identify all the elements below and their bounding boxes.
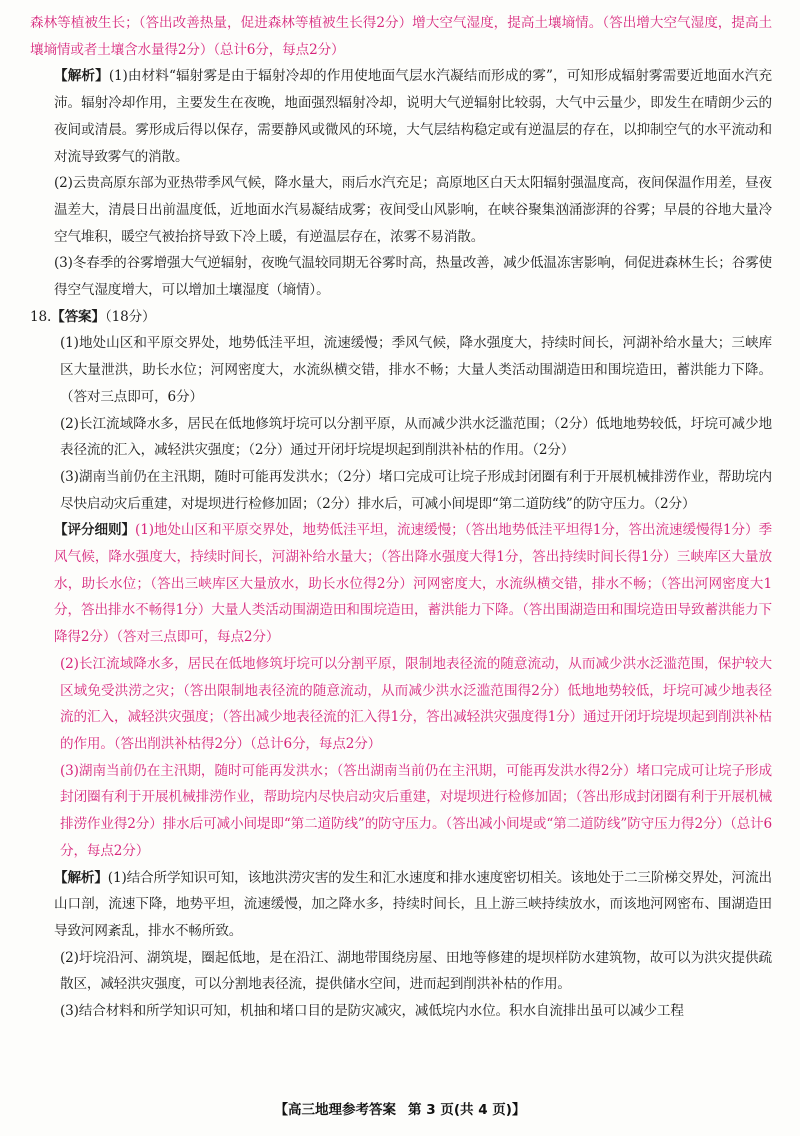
q18-answer-2: (2)长江流域降水多，居民在低地修筑圩垸可以分割平原，从而减少洪水泛滥范围；（2分）低地地势较低，圩垸可减少地表径流的汇入，减轻洪灾强度；（2分）通过开闭圩垸堤坝起到削洪补枯的作用。（2分） [60,415,772,459]
q17-scoring-continuation: 森林等植被生长；（答出改善热量，促进森林等植被生长得2分）增大空气湿度，提高土壤墒情。（答出增大空气湿度，提高土壤墒情或者土壤含水量得2分）（总计6分，每点2分） [30,15,772,58]
analysis-tag: 【解析】 [54,869,108,886]
footer-title: 【高三地理参考答案 [274,1102,397,1118]
page-footer [0,1098,800,1118]
q18-scoring-3: (3)湖南当前仍在主汛期，随时可能再发洪水；（答出湖南当前仍在主汛期，可能再发洪水得2分）堵口完成可让垸子形成封闭圈有利于开展机械排涝作业，帮助垸内尽快启动灾后重建，对堤坝进行检修加固；（答出形成封闭圈有利于开展机械排涝作业得2分）排水后可减小间堤即“第二道防线”的防守压力。（答出减小间堤或“第二道防线”防守压力得2分）（总计6分，每点2分） [60,762,772,859]
q17-analysis-p1: 【解析】(1)由材料“辐射雾是由于辐射冷却的作用使地面气层水汽凝结而形成的雾”，可知形成辐射雾需要近地面水汽充沛。辐射冷却作用，主要发生在夜晚，地面强烈辐射冷却，说明大气逆辐射比较弱，大气中云量少，即发生在晴朗少云的夜间或清晨。雾形成后得以保存，需要静风或微风的环境，大气层结构稳定或有逆温层的存在，以抑制空气的水平流动和对流导致雾气的消散。 [54,68,772,165]
q18-answer-3: (3)湖南当前仍在主汛期，随时可能再发洪水；（2分）堵口完成可让垸子形成封闭圈有利于开展机械排涝作业，帮助垸内尽快启动灾后重建，对堤坝进行检修加固；（2分）排水后，可减小间堤即“第二道防线”的防守压力。（2分） [60,468,772,512]
q18-analysis-p1: 【解析】(1)结合所学知识可知，该地洪涝灾害的发生和汇水速度和排水速度密切相关。该地处于二三阶梯交界处，河流出山口剖，流速下降，地势平坦，流速缓慢，加之降水多，持续时间长，且上游三峡持续放水，而该地河网密布、围湖造田导致河网紊乱，排水不畅所致。 [54,869,773,939]
q17-analysis-p2: (2)云贵高原东部为亚热带季风气候，降水量大，雨后水汽充足；高原地区白天太阳辐射强温度高，夜间保温作用差，昼夜温差大，清晨日出前温度低，近地面水汽易凝结成雾；夜间受山风影响，在峡谷聚集汹涌澎湃的谷雾；早晨的谷地大量冷空气堆积，暖空气被抬挤导致下冷上暖，有逆温层存在，浓雾不易消散。 [54,175,772,245]
answer-page [30,10,772,1025]
q18-answer-heading: 18.【答案】（18分） [30,308,156,325]
q18-analysis-p2: (2)圩垸沿河、湖筑堤，圈起低地，是在沿江、湖地带围绕房屋、田地等修建的堤坝样防水建筑物，故可以为洪灾提供疏散区，减轻洪灾强度，可以分割地表径流，提供储水空间，进而起到削洪补枯的作用。 [60,949,772,993]
q17-analysis-p3: (3)冬春季的谷雾增强大气逆辐射，夜晚气温较同期无谷雾时高，热量改善，减少低温冻害影响，伺促进森林生长；谷雾使得空气湿度增大，可以增加土壤湿度（墒情）。 [54,255,772,299]
q18-scoring-1: 【评分细则】(1)地处山区和平原交界处，地势低洼平坦，流速缓慢；（答出地势低洼平坦得1分，答出流速缓慢得1分）季风气候，降水强度大，持续时间长，河湖补给水量大；（答出降水强度大得1分，答出持续时间长得1分）三峡库区大量放水，助长水位；（答出三峡库区大量放水，助长水位得2分）河网密度大，水流纵横交错，排水不畅；（答出河网密度大1分，答出排水不畅得1分）大量人类活动围湖造田和围垸造田，蓄洪能力下降。（答出围湖造田和围垸造田导致蓄洪能力下降得2分）（答对三点即可，每点2分） [54,522,772,646]
q18-answer-1: (1)地处山区和平原交界处，地势低洼平坦，流速缓慢；季风气候，降水强度大，持续时间长，河湖补给水量大；三峡库区大量泄洪，助长水位；河网密度大，水流纵横交错，排水不畅；大量人类活动围湖造田和围垸造田，蓄洪能力下降。（答对三点即可，6分） [60,335,772,405]
q18-scoring-2: (2)长江流域降水多，居民在低地修筑圩垸可以分割平原，限制地表径流的随意流动，从而减少洪水泛滥范围，保护较大区域免受洪涝之灾；（答出限制地表径流的随意流动，从而减少洪水泛滥范围得2分）低地地势较低，圩垸可减少地表径流的汇入，减轻洪灾强度；（答出减少地表径流的汇入得1分，答出减轻洪灾强度得1分）通过开闭圩垸堤坝起到削洪补枯的作用。（答出削洪补枯得2分）（总计6分，每点2分） [60,655,772,752]
footer-page-number: 第 3 页(共 4 页)】 [408,1102,526,1118]
answer-tag: 【答案】 [51,308,105,325]
scoring-tag: 【评分细则】 [54,522,136,539]
q18-analysis-p3: (3)结合材料和所学知识可知，机抽和堵口目的是防灾减灾，减低垸内水位。积水自流排出虽可以减少工程 [60,1003,684,1020]
analysis-tag: 【解析】 [54,68,109,85]
